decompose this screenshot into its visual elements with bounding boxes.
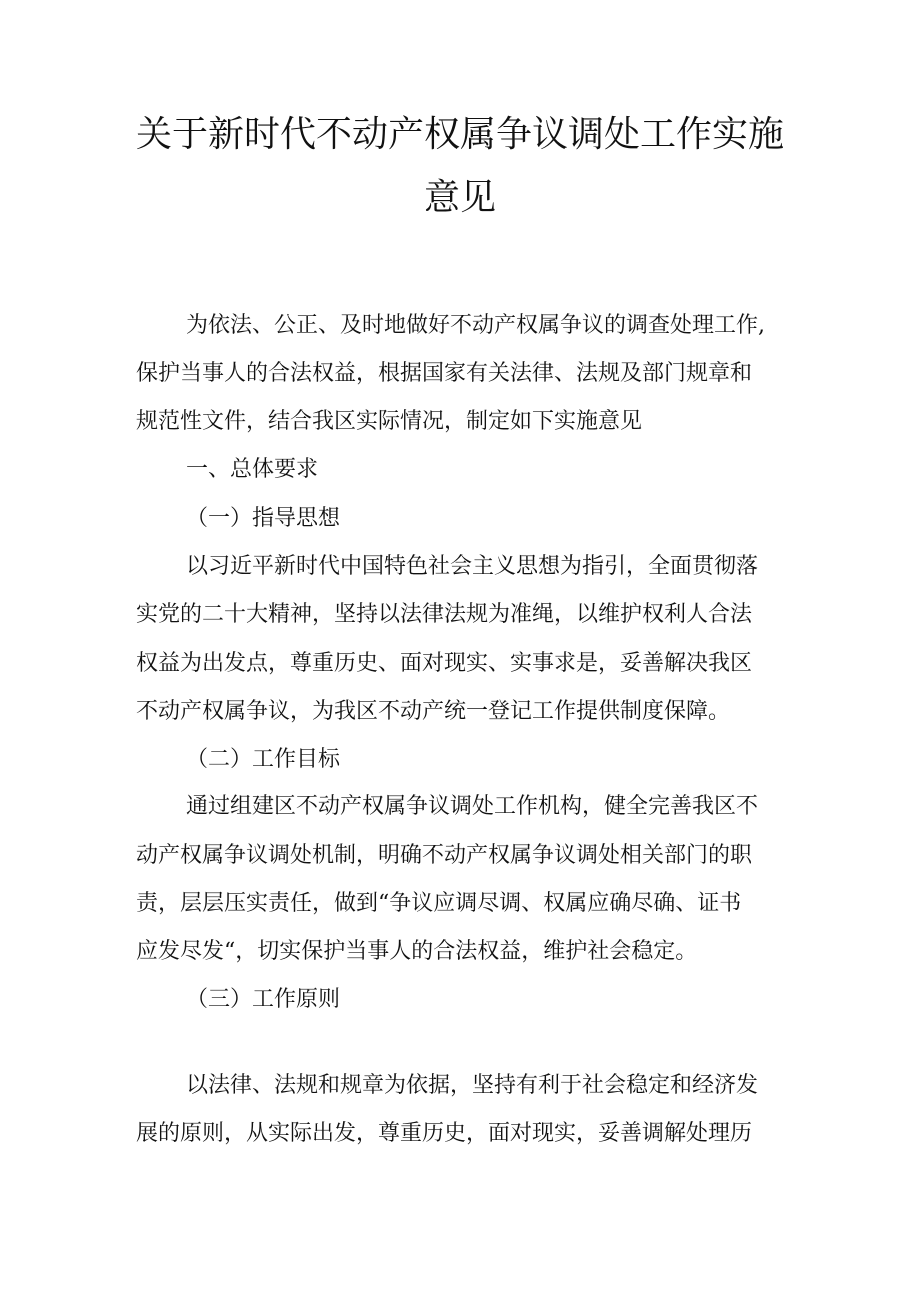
paragraph-1-line-3: 规范性文件，结合我区实际情况，制定如下实施意见 (136, 409, 643, 434)
paragraph-4-line-1: 以法律、法规和规章为依据，坚持有利于社会稳定和经济发 (186, 1073, 759, 1098)
document-title-line-2: 意见 (423, 177, 496, 218)
paragraph-1-line-1: 为依法、公正、及时地做好不动产权属争议的调查处理工作, (186, 313, 765, 338)
subsection-heading-2: （二）工作目标 (186, 747, 341, 772)
paragraph-3-line-4: 应发尽发“，切实保护当事人的合法权益，维护社会稳定。 (136, 939, 698, 964)
paragraph-2-line-4: 不动产权属争议，为我区不动产统一登记工作提供制度保障。 (136, 699, 731, 724)
paragraph-2-line-2: 实党的二十大精神，坚持以法律法规为准绳，以维护权利人合法 (136, 602, 753, 627)
paragraph-1-line-2: 保护当事人的合法权益，根据国家有关法律、法规及部门规章和 (136, 361, 753, 386)
document-title-line-1: 关于新时代不动产权属争议调处工作实施 (135, 114, 784, 155)
paragraph-3-line-1: 通过组建区不动产权属争议调处工作机构，健全完善我区不 (186, 794, 759, 819)
subsection-heading-3: （三）工作原则 (186, 987, 341, 1012)
paragraph-4-line-2: 展的原则，从实际出发，尊重历史，面对现实，妥善调解处理历 (136, 1121, 753, 1146)
section-heading-1: 一、总体要求 (186, 457, 319, 482)
subsection-heading-1: （一）指导思想 (186, 506, 341, 531)
paragraph-2-line-3: 权益为出发点，尊重历史、面对现实、实事求是，妥善解决我区 (136, 651, 753, 676)
paragraph-3-line-3: 责，层层压实责任，做到“争议应调尽调、权属应确尽确、证书 (136, 891, 742, 916)
paragraph-2-line-1: 以习近平新时代中国特色社会主义思想为指引，全面贯彻落 (186, 554, 759, 579)
paragraph-3-line-2: 动产权属争议调处机制，明确不动产权属争议调处相关部门的职 (136, 843, 753, 868)
